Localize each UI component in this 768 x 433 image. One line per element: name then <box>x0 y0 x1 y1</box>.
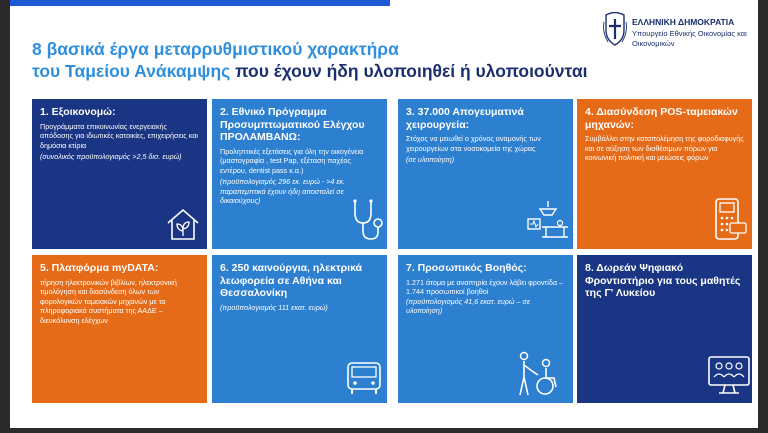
card-surgeries <box>398 99 573 249</box>
title-line-1: 8 βασικά έργα μεταρρυθμιστικού χαρακτήρα <box>32 39 399 59</box>
title-line-2-dark: που έχουν ήδη υλοποιηθεί ή υλοποιούνται <box>230 61 588 81</box>
stethoscope-icon <box>347 197 385 243</box>
logo-title: ΕΛΛΗΝΙΚΗ ΔΗΜΟΚΡΑΤΙΑ <box>632 17 735 27</box>
bus-icon <box>344 359 384 397</box>
card-note: (προϋπολογισμός 296 εκ. ευρώ - >4 εκ. παραπεμπτικά έχουν ήδη αποσταλεί σε δικαιούχους) <box>220 177 346 206</box>
online-classroom-icon <box>707 355 751 397</box>
card-title: 8. Δωρεάν Ψηφιακό Φροντιστήριο για τους μαθητές της Γ' Λυκείου <box>585 262 741 299</box>
card-body: Στόχος να μειωθεί ο χρόνος αναμονής των χειρουργείων στα νοσοκομεία της χώρας <box>406 134 541 153</box>
card-note: (σε υλοποίηση) <box>406 155 455 165</box>
card-title: 5. Πλατφόρμα myDATA: <box>40 262 159 274</box>
card-buses <box>212 255 387 403</box>
title-line-2-accent: του Ταμείου Ανάκαμψης <box>32 61 231 81</box>
card-title: 4. Διασύνδεση POS-ταμειακών μηχανών: <box>585 106 738 131</box>
top-accent-bar <box>10 0 390 6</box>
card-prolamvano <box>212 99 387 249</box>
card-digital-tutoring <box>577 255 752 403</box>
card-body: τήρηση ηλεκτρονικών βιβλίων, ηλεκτρονική τιμολόγηση και διασύνδεση όλων των φορολογικών ταμειακών μηχανών με τα πληροφοριακά συστήματα της ΑΑΔΕ – διευκόλυνση ελέγχων <box>40 277 177 325</box>
ministry-logo <box>602 12 752 62</box>
card-exoikonomo <box>32 99 207 249</box>
card-note: (συνολικός προϋπολογισμός >2,5 δισ. ευρώ) <box>40 152 182 162</box>
title-line-2 <box>32 60 592 82</box>
card-title: 7. Προσωπικός Βοηθός: <box>406 262 527 274</box>
slide <box>10 0 758 428</box>
card-mydata <box>32 255 207 403</box>
card-title: 6. 250 καινούργια, ηλεκτρικά λεωφορεία σε Αθήνα και Θεσσαλονίκη <box>220 262 363 299</box>
card-body: 1.271 άτομα με αναπηρία έχουν λάβει φροντίδα – 1.744 προσωπικοί βοηθοί <box>406 277 564 297</box>
house-plant-icon <box>164 205 202 243</box>
wheelchair-assistant-icon <box>516 351 566 397</box>
card-title: 3. 37.000 Απογευματινά χειρουργεία: <box>406 106 524 131</box>
card-note: (προϋπολογισμός 111 εκατ. ευρώ) <box>220 302 328 312</box>
logo-subtitle: Υπουργείο Εθνικής Οικονομίας και Οικονομικών <box>632 29 747 48</box>
pos-terminal-icon <box>710 197 748 243</box>
greek-emblem-icon <box>602 12 628 46</box>
card-title: 2. Εθνικό Πρόγραμμα Προσυμπτωματικού Ελέγχου ΠΡΟΛΑΜΒΑΝΩ: <box>220 106 365 143</box>
card-note: (προϋπολογισμός 41,6 εκατ. ευρώ – σε υλοποίηση) <box>406 296 530 316</box>
operating-room-icon <box>526 199 570 241</box>
card-title: 1. Εξοικονομώ: <box>40 106 116 118</box>
card-pos <box>577 99 752 249</box>
card-body: Προληπτικές εξετάσεις για όλη την οικογένεια (μαστογραφία , test Pap, εξέταση παχέος εντέρου, dentist pass κ.α.) <box>220 146 364 175</box>
card-body: Προγράμματα επικοινωνίας ενεργειακής απόδοσης για ιδιωτικές κατοικίες, επιχειρήσεις και δημόσια κτίρια <box>40 121 198 150</box>
card-body: Συμβάλλει στην καταπολέμηση της φοροδιαφυγής και σε αύξηση των διαθέσιμων πόρων για κοινωνική πολιτική και μειώσεις φόρων <box>585 134 744 163</box>
card-personal-assistant <box>398 255 573 403</box>
page-title <box>32 38 592 82</box>
